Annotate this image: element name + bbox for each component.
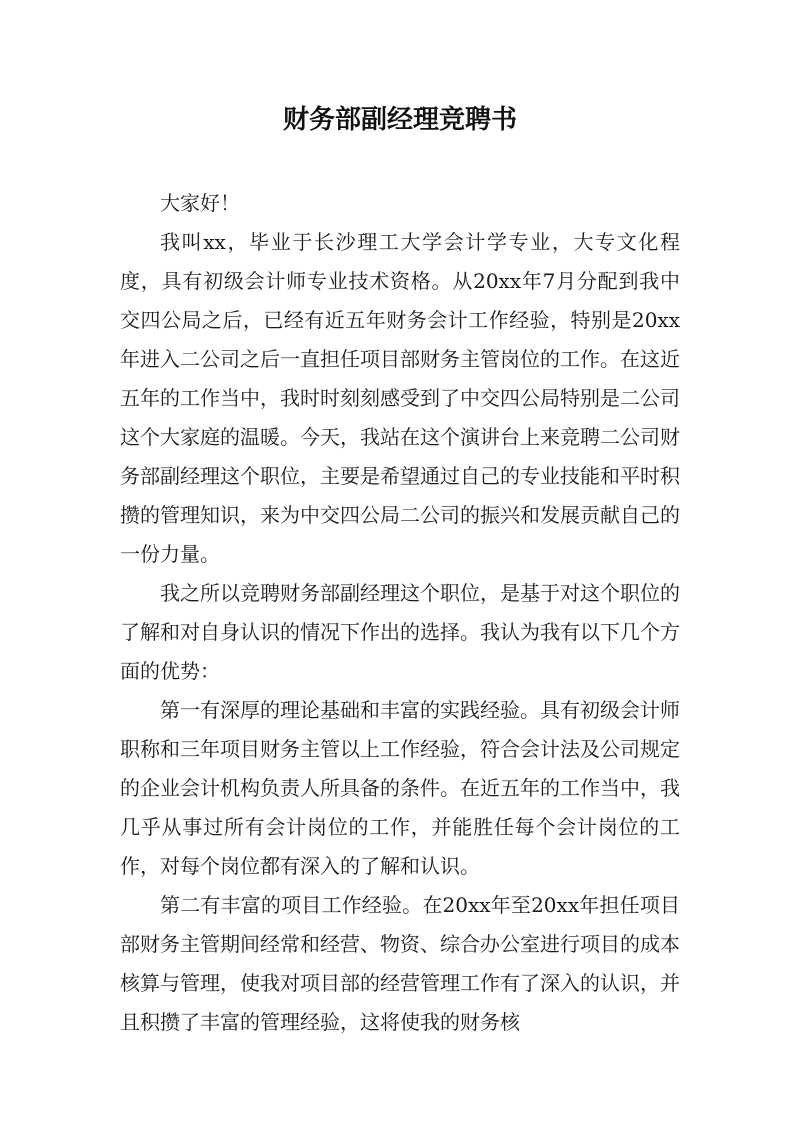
document-body [120,184,680,1042]
advantage-one-paragraph: 第一有深厚的理论基础和丰富的实践经验。具有初级会计师职称和三年项目财务主管以上工作经验，符合会计法及公司规定的企业会计机构负责人所具备的条件。在近五年的工作当中，我几乎从事过所有会计岗位的工作，并能胜任每个会计岗位的工作，对每个岗位都有深入的了解和认识。 [120,698,680,878]
greeting-paragraph: 大家好！ [160,191,240,215]
advantage-two-paragraph: 第二有丰富的项目工作经验。在20xx年至20xx年担任项目部财务主管期间经常和经营、物资、综合办公室进行项目的成本核算与管理，使我对项目部的经营管理工作有了深入的认识，并且积攒了丰富的管理经验，这将使我的财务核 [120,893,680,1034]
intro-paragraph: 我叫xx，毕业于长沙理工大学会计学专业，大专文化程度，具有初级会计师专业技术资格。从20xx年7月分配到我中交四公局之后，已经有近五年财务会计工作经验，特别是20xx年进入二公司之后一直担任项目部财务主管岗位的工作。在这近五年的工作当中，我时时刻刻感受到了中交四公局特别是二公司这个大家庭的温暖。今天，我站在这个演讲台上来竞聘二公司财务部副经理这个职位，主要是希望通过自己的专业技能和平时积攒的管理知识，来为中交四公局二公司的振兴和发展贡献自己的一份力量。 [120,230,680,566]
document-title: 财务部副经理竞聘书 [282,105,517,135]
reason-paragraph: 我之所以竞聘财务部副经理这个职位，是基于对这个职位的了解和对自身认识的情况下作出的选择。我认为我有以下几个方面的优势： [120,581,680,683]
